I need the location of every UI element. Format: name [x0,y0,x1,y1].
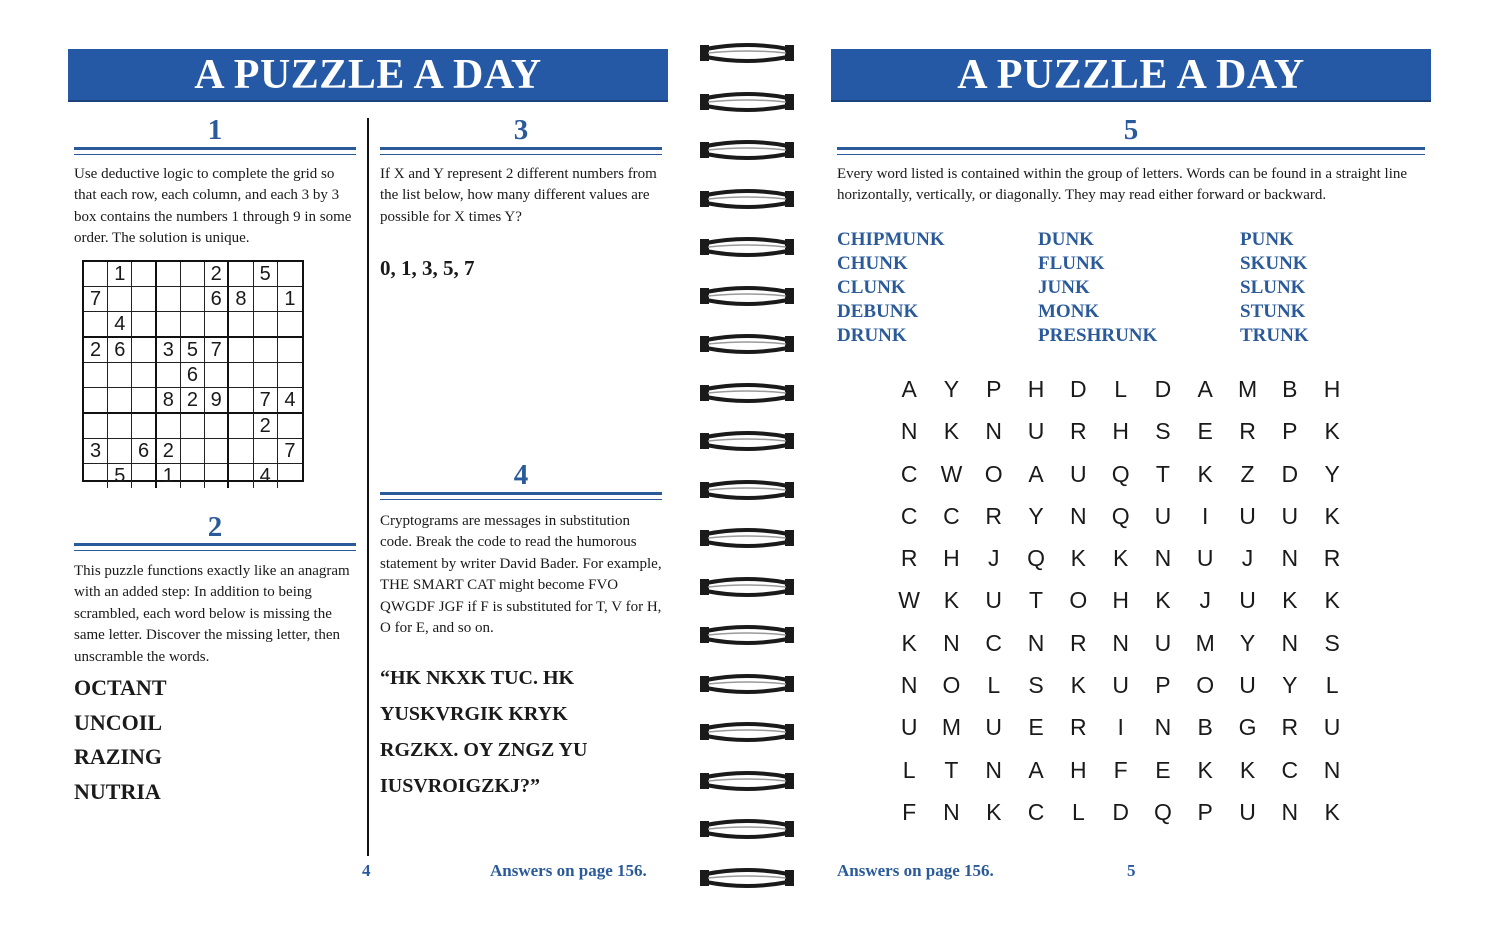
word-search-letter[interactable]: U [1196,545,1214,572]
word-search-letter[interactable]: R [985,502,1003,529]
word-search-letter[interactable]: T [1029,587,1044,614]
word-search-letter[interactable]: K [1112,545,1129,572]
word-search-letter[interactable]: N [985,418,1003,445]
word-search-letter[interactable]: H [1027,376,1045,402]
word-search-letter[interactable]: Y [943,376,960,402]
word-search-letter[interactable]: F [1113,756,1128,783]
word-search-letter[interactable]: K [1197,756,1213,783]
sudoku-cell[interactable]: 7 [254,388,278,414]
word-search-letter[interactable]: N [943,798,960,825]
sudoku-cell[interactable] [157,363,181,388]
word-search-row [888,664,1353,706]
word-search-letter[interactable]: R [1070,714,1087,741]
word-search-letter[interactable]: R [1070,629,1087,656]
anagram-word: NUTRIA [74,779,161,805]
word-search-letter[interactable]: D [1281,460,1299,487]
sudoku-cell[interactable]: 5 [108,464,132,488]
word-search-letter[interactable]: K [1070,672,1086,699]
puzzle-4-number: 4 [513,459,529,491]
cryptogram [380,667,587,811]
word-search-letter[interactable]: C [985,629,1003,656]
word-search-letter[interactable]: C [943,502,960,529]
sudoku-cell[interactable]: 2 [181,388,205,414]
word-search-letter[interactable]: K [1324,418,1340,445]
sudoku-cell[interactable] [229,312,253,338]
word-search-letter[interactable]: B [1197,714,1213,741]
sudoku-cell[interactable] [84,388,108,414]
sudoku-cell[interactable] [132,388,156,414]
word-search-letter[interactable]: K [1070,545,1086,572]
binding-ring [700,89,794,115]
sudoku-cell[interactable] [254,363,278,388]
word-search-letter[interactable]: Y [1239,629,1256,656]
sudoku-cell[interactable]: 1 [108,262,132,287]
word-search-letter[interactable]: H [943,545,960,572]
word-search-letter[interactable]: Q [1153,798,1172,825]
cryptogram-line: “HK NKXK TUC. HK [380,667,575,689]
sudoku-cell[interactable] [132,414,156,439]
word-search-letter[interactable]: R [1281,714,1299,741]
sudoku-cell[interactable] [254,338,278,363]
puzzle-1-instructions: Use deductive logic to complete the grid so that each row, each column, and each 3 by 3 box contains the numbers 1 through 9 in some order. The solution is unique. [74,166,352,247]
word-search-letter[interactable]: P [986,376,1002,402]
sudoku-cell[interactable]: 2 [157,439,181,464]
word-search-letter[interactable]: Q [1027,545,1045,572]
search-word: CLUNK [837,277,906,298]
word-search-letter[interactable]: Q [1111,502,1130,529]
word-search-letter[interactable]: U [1070,460,1087,487]
sudoku-cell[interactable]: 6 [181,363,205,388]
word-search-letter[interactable]: H [1112,587,1129,614]
sudoku-cell[interactable] [84,464,108,488]
sudoku-cell[interactable]: 5 [181,338,205,363]
word-search-letter[interactable]: C [900,460,918,487]
sudoku-cell[interactable] [205,439,229,464]
sudoku-cell[interactable] [132,312,156,338]
sudoku-cell[interactable] [157,312,181,338]
sudoku-cell[interactable] [84,262,108,287]
word-search-row [888,791,1353,833]
word-search-letter[interactable]: U [1112,672,1129,699]
sudoku-cell[interactable] [157,414,181,439]
search-word: TRUNK [1240,325,1309,346]
binding-ring [700,477,794,503]
sudoku-cell[interactable] [132,464,156,488]
word-search-letter[interactable]: R [1323,545,1341,572]
binding-ring [700,768,794,794]
word-search-letter[interactable]: N [943,629,960,656]
puzzle-5-rule [837,147,1425,155]
puzzle-4-instructions: Cryptograms are messages in substitution code. Break the code to read the humorous statement by writer David Bader. For example, THE SMART CAT might become FVO QWGDF JGF if F is substituted for T, V for H, O for E, and so on. [380,513,662,637]
word-search-letter[interactable]: U [1239,672,1256,699]
sudoku-cell[interactable]: 6 [132,439,156,464]
sudoku-cell[interactable] [278,262,302,287]
binding-ring [700,186,794,212]
word-search-letter[interactable]: S [1324,629,1340,656]
search-word: JUNK [1038,277,1090,298]
sudoku-cell[interactable]: 8 [157,388,181,414]
sudoku-cell[interactable] [181,464,205,488]
word-search-letter[interactable]: U [985,714,1003,741]
word-search-letter[interactable]: D [1154,376,1172,402]
word-search-letter[interactable]: N [1070,502,1087,529]
search-word: SLUNK [1240,277,1306,298]
sudoku-cell[interactable]: 3 [157,338,181,363]
word-search-letter[interactable]: M [1237,376,1258,402]
sudoku-cell[interactable] [108,439,132,464]
word-search-letter[interactable]: D [1070,376,1087,402]
word-search-letter[interactable]: E [1028,714,1044,741]
word-search-letter[interactable]: N [985,756,1003,783]
left-answers-note: Answers on page 156. [490,861,647,880]
word-search-letter[interactable]: C [900,502,918,529]
right-answers-note: Answers on page 156. [837,861,994,880]
sudoku-cell[interactable] [229,262,253,287]
word-search-letter[interactable]: W [940,460,963,487]
sudoku-cell[interactable] [278,312,302,338]
word-search-letter[interactable]: M [941,714,962,741]
word-search-letter[interactable]: K [943,418,960,445]
binding-ring [700,137,794,163]
word-search-letter[interactable]: L [1071,798,1085,825]
word-search-letter[interactable]: O [942,672,961,699]
sudoku-cell[interactable]: 7 [84,287,108,312]
word-search-letter[interactable]: L [902,756,916,783]
search-word: FLUNK [1038,253,1105,274]
word-search-letter[interactable]: K [1324,798,1340,825]
sudoku-cell[interactable] [132,363,156,388]
word-search-letter[interactable]: O [984,460,1003,487]
word-search-letter[interactable]: T [1155,460,1170,487]
word-search-letter[interactable]: U [1154,502,1172,529]
word-search-letter[interactable]: N [1154,714,1172,741]
search-word: PRESHRUNK [1038,325,1158,346]
word-search-row [888,410,1353,452]
sudoku-cell[interactable] [157,287,181,312]
word-search-letter[interactable]: W [898,587,920,614]
word-list-column-3 [1240,229,1309,349]
sudoku-cell[interactable] [108,414,132,439]
word-search-row [888,368,1353,410]
word-search-letter[interactable]: Q [1111,460,1130,487]
word-search-letter[interactable]: U [1239,587,1256,614]
sudoku-cell[interactable] [254,439,278,464]
binding-ring [700,40,794,66]
word-search-letter[interactable]: K [986,798,1002,825]
sudoku-cell[interactable] [205,414,229,439]
word-search-letter[interactable]: S [1155,418,1171,445]
binding-ring [700,719,794,745]
puzzle-2-instructions: This puzzle functions exactly like an anagram with an added step: In addition to being scrambled, each word below is missing the same letter. Discover the missing letter, then unscramble the words. [74,563,350,665]
word-search-letter[interactable]: P [1282,418,1298,445]
word-search-row [888,622,1353,664]
sudoku-cell[interactable]: 7 [205,338,229,363]
puzzle-3-instructions: If X and Y represent 2 different numbers from the list below, how many different values are possible for X times Y? [380,166,657,225]
word-search-row [888,579,1353,621]
word-search-letter[interactable]: A [1028,756,1044,783]
word-search-letter[interactable]: F [902,798,917,825]
word-search-letter[interactable]: R [1070,418,1087,445]
binding-ring [700,865,794,891]
sudoku-cell[interactable] [205,312,229,338]
word-search-letter[interactable]: K [1282,587,1298,614]
search-word: SKUNK [1240,253,1308,274]
word-search-row [888,749,1353,791]
word-search-letter[interactable]: U [1154,629,1172,656]
sudoku-cell[interactable] [229,414,253,439]
puzzle-4-rule [380,492,662,500]
puzzle-2-number: 2 [207,511,223,543]
word-search-letter[interactable]: K [1197,460,1213,487]
word-search-letter[interactable]: K [1324,587,1340,614]
word-search-letter[interactable]: O [1196,672,1215,699]
right-page-banner: A PUZZLE A DAY [831,49,1431,100]
sudoku-cell[interactable]: 6 [205,287,229,312]
word-list-column-2 [1038,229,1157,349]
sudoku-cell[interactable] [205,363,229,388]
search-word: STUNK [1240,301,1306,322]
binding-ring [700,380,794,406]
binding-ring [700,816,794,842]
column-divider [367,118,369,856]
sudoku-cell[interactable] [278,363,302,388]
sudoku-cell[interactable] [205,464,229,488]
word-search-letter[interactable]: U [1281,502,1299,529]
word-search-letter[interactable]: C [1281,756,1299,783]
sudoku-cell[interactable] [84,312,108,338]
word-search-letter[interactable]: R [1239,418,1256,445]
sudoku-cell[interactable]: 4 [108,312,132,338]
word-search-letter[interactable]: N [1281,545,1299,572]
word-search-letter[interactable]: B [1282,376,1298,402]
sudoku-cell[interactable] [278,414,302,439]
word-search-letter[interactable]: N [900,672,918,699]
sudoku-cell[interactable] [108,287,132,312]
sudoku-cell[interactable]: 8 [229,287,253,312]
sudoku-cell[interactable]: 9 [205,388,229,414]
word-search-letter[interactable]: A [1028,460,1044,487]
sudoku-cell[interactable] [132,338,156,363]
word-search-letter[interactable]: S [1028,672,1044,699]
word-search-letter[interactable]: N [1281,798,1299,825]
word-search-letter[interactable]: G [1238,714,1257,741]
word-search-row [888,537,1353,579]
sudoku-cell[interactable] [108,388,132,414]
sudoku-cell[interactable] [229,439,253,464]
sudoku-cell[interactable]: 3 [84,439,108,464]
search-word: CHUNK [837,253,908,274]
search-word: PUNK [1240,229,1294,250]
sudoku-grid[interactable] [82,260,304,487]
number-list: 0, 1, 3, 5, 7 [380,256,475,280]
binding-ring [700,428,794,454]
sudoku-cell[interactable]: 4 [278,388,302,414]
sudoku-cell[interactable] [181,312,205,338]
sudoku-cell[interactable] [181,439,205,464]
word-search-letter[interactable]: N [1154,545,1172,572]
word-search-letter[interactable]: N [1323,756,1341,783]
word-search-letter[interactable]: A [901,376,917,402]
puzzle-1-rule [74,147,356,155]
word-search-letter[interactable]: A [1197,376,1213,402]
sudoku-cell[interactable]: 2 [254,414,278,439]
word-list-column-1 [837,229,945,349]
word-search-letter[interactable]: H [1112,418,1129,445]
search-word: DEBUNK [837,301,919,322]
word-search-letter[interactable]: K [1155,587,1171,614]
word-search-letter[interactable]: R [900,545,918,572]
search-word: CHIPMUNK [837,229,945,250]
word-search-letter[interactable]: J [987,545,1000,572]
word-search-letter[interactable]: P [1197,798,1213,825]
anagram-word-list [74,675,167,814]
word-search-letter[interactable]: O [1069,587,1088,614]
sudoku-cell[interactable] [229,388,253,414]
word-search-letter[interactable]: I [1202,502,1209,529]
word-search-letter[interactable]: U [1323,714,1341,741]
sudoku-cell[interactable] [157,262,181,287]
word-search-letter[interactable]: L [1114,376,1128,402]
sudoku-cell[interactable] [254,312,278,338]
sudoku-cell[interactable] [108,363,132,388]
word-search-letter[interactable]: P [1155,672,1171,699]
word-search-letter[interactable]: U [900,714,918,741]
binding-ring [700,671,794,697]
word-search-letter[interactable]: U [985,587,1003,614]
binding-ring [700,234,794,260]
word-search-letter[interactable]: D [1112,798,1129,825]
binding-ring [700,331,794,357]
word-search-letter[interactable]: Z [1240,460,1255,487]
word-search-letter[interactable]: M [1195,629,1215,656]
word-search-letter[interactable]: N [1027,629,1045,656]
cryptogram-line: RGZKX. OY ZNGZ YU [380,739,588,761]
sudoku-cell[interactable] [132,287,156,312]
right-page-number: 5 [1127,861,1136,880]
word-search-letter[interactable]: J [1241,545,1254,572]
sudoku-cell[interactable] [229,363,253,388]
word-search-letter[interactable]: J [1199,587,1211,614]
sudoku-cell[interactable] [181,262,205,287]
sudoku-cell[interactable]: 2 [205,262,229,287]
word-search-letter[interactable]: Y [1028,502,1044,529]
binding-ring [700,525,794,551]
word-search-letter[interactable]: C [1027,798,1045,825]
anagram-word: OCTANT [74,675,167,700]
sudoku-cell[interactable]: 5 [254,262,278,287]
word-search-letter[interactable]: H [1070,756,1087,783]
anagram-word: UNCOIL [74,709,163,735]
word-search-row [888,706,1353,748]
word-search-letter[interactable]: K [901,629,917,656]
search-word: MONK [1038,301,1100,322]
puzzle-5-number: 5 [1123,114,1139,146]
puzzle-1-number: 1 [207,114,223,146]
word-search-letter[interactable]: Y [1324,460,1340,487]
cryptogram-line: IUSVROIGZKJ?” [380,775,541,797]
word-search-letter[interactable]: I [1117,714,1124,741]
sudoku-cell[interactable] [84,363,108,388]
search-word: DRUNK [837,325,907,346]
sudoku-cell[interactable]: 6 [108,338,132,363]
word-search-row [888,453,1353,495]
word-search-letter[interactable]: N [900,418,918,445]
word-search-letter[interactable]: U [1027,418,1045,445]
anagram-word: RAZING [74,744,163,770]
binding-ring [700,574,794,600]
sudoku-cell[interactable] [278,338,302,363]
puzzle-2-rule [74,543,356,551]
sudoku-cell[interactable] [84,414,108,439]
puzzle-3-number: 3 [513,114,529,146]
word-search-letter[interactable]: L [987,672,1001,699]
puzzle-3-rule [380,147,662,155]
sudoku-cell[interactable] [229,338,253,363]
sudoku-cell[interactable]: 4 [254,464,278,488]
word-search-letter[interactable]: K [1324,502,1340,529]
word-search-letter[interactable]: E [1197,418,1213,445]
sudoku-cell[interactable] [132,262,156,287]
binding-ring [700,283,794,309]
search-word: DUNK [1038,229,1094,250]
word-search-letter[interactable]: K [1239,756,1256,783]
sudoku-cell[interactable] [278,464,302,488]
word-search-letter[interactable]: E [1155,756,1171,783]
word-search-letter[interactable]: U [1239,502,1256,529]
word-search-letter[interactable]: L [1325,672,1339,699]
sudoku-cell[interactable] [229,464,253,488]
word-search-letter[interactable]: U [1239,798,1256,825]
sudoku-cell[interactable]: 1 [157,464,181,488]
sudoku-cell[interactable]: 2 [84,338,108,363]
sudoku-cell[interactable] [181,414,205,439]
puzzle-5-instructions: Every word listed is contained within the group of letters. Words can be found in a straight line horizontally, vertically, or diagonally. They may read either forward or backward. [837,166,1408,204]
sudoku-cell[interactable] [181,287,205,312]
word-search-letter[interactable]: Y [1282,672,1298,699]
word-search-letter[interactable]: N [1112,629,1129,656]
sudoku-cell[interactable]: 1 [278,287,302,312]
word-search-letter[interactable]: K [943,587,960,614]
left-page-banner: A PUZZLE A DAY [68,49,668,100]
word-search-letter[interactable]: H [1323,376,1341,402]
sudoku-cell[interactable] [254,287,278,312]
sudoku-cell[interactable]: 7 [278,439,302,464]
left-page-number: 4 [362,861,371,880]
word-search-letter[interactable]: N [1281,629,1299,656]
word-search-grid[interactable] [888,368,1353,833]
cryptogram-line: YUSKVRGIK KRYK [380,703,568,725]
word-search-letter[interactable]: T [944,756,959,783]
binding-ring [700,622,794,648]
word-search-row [888,495,1353,537]
